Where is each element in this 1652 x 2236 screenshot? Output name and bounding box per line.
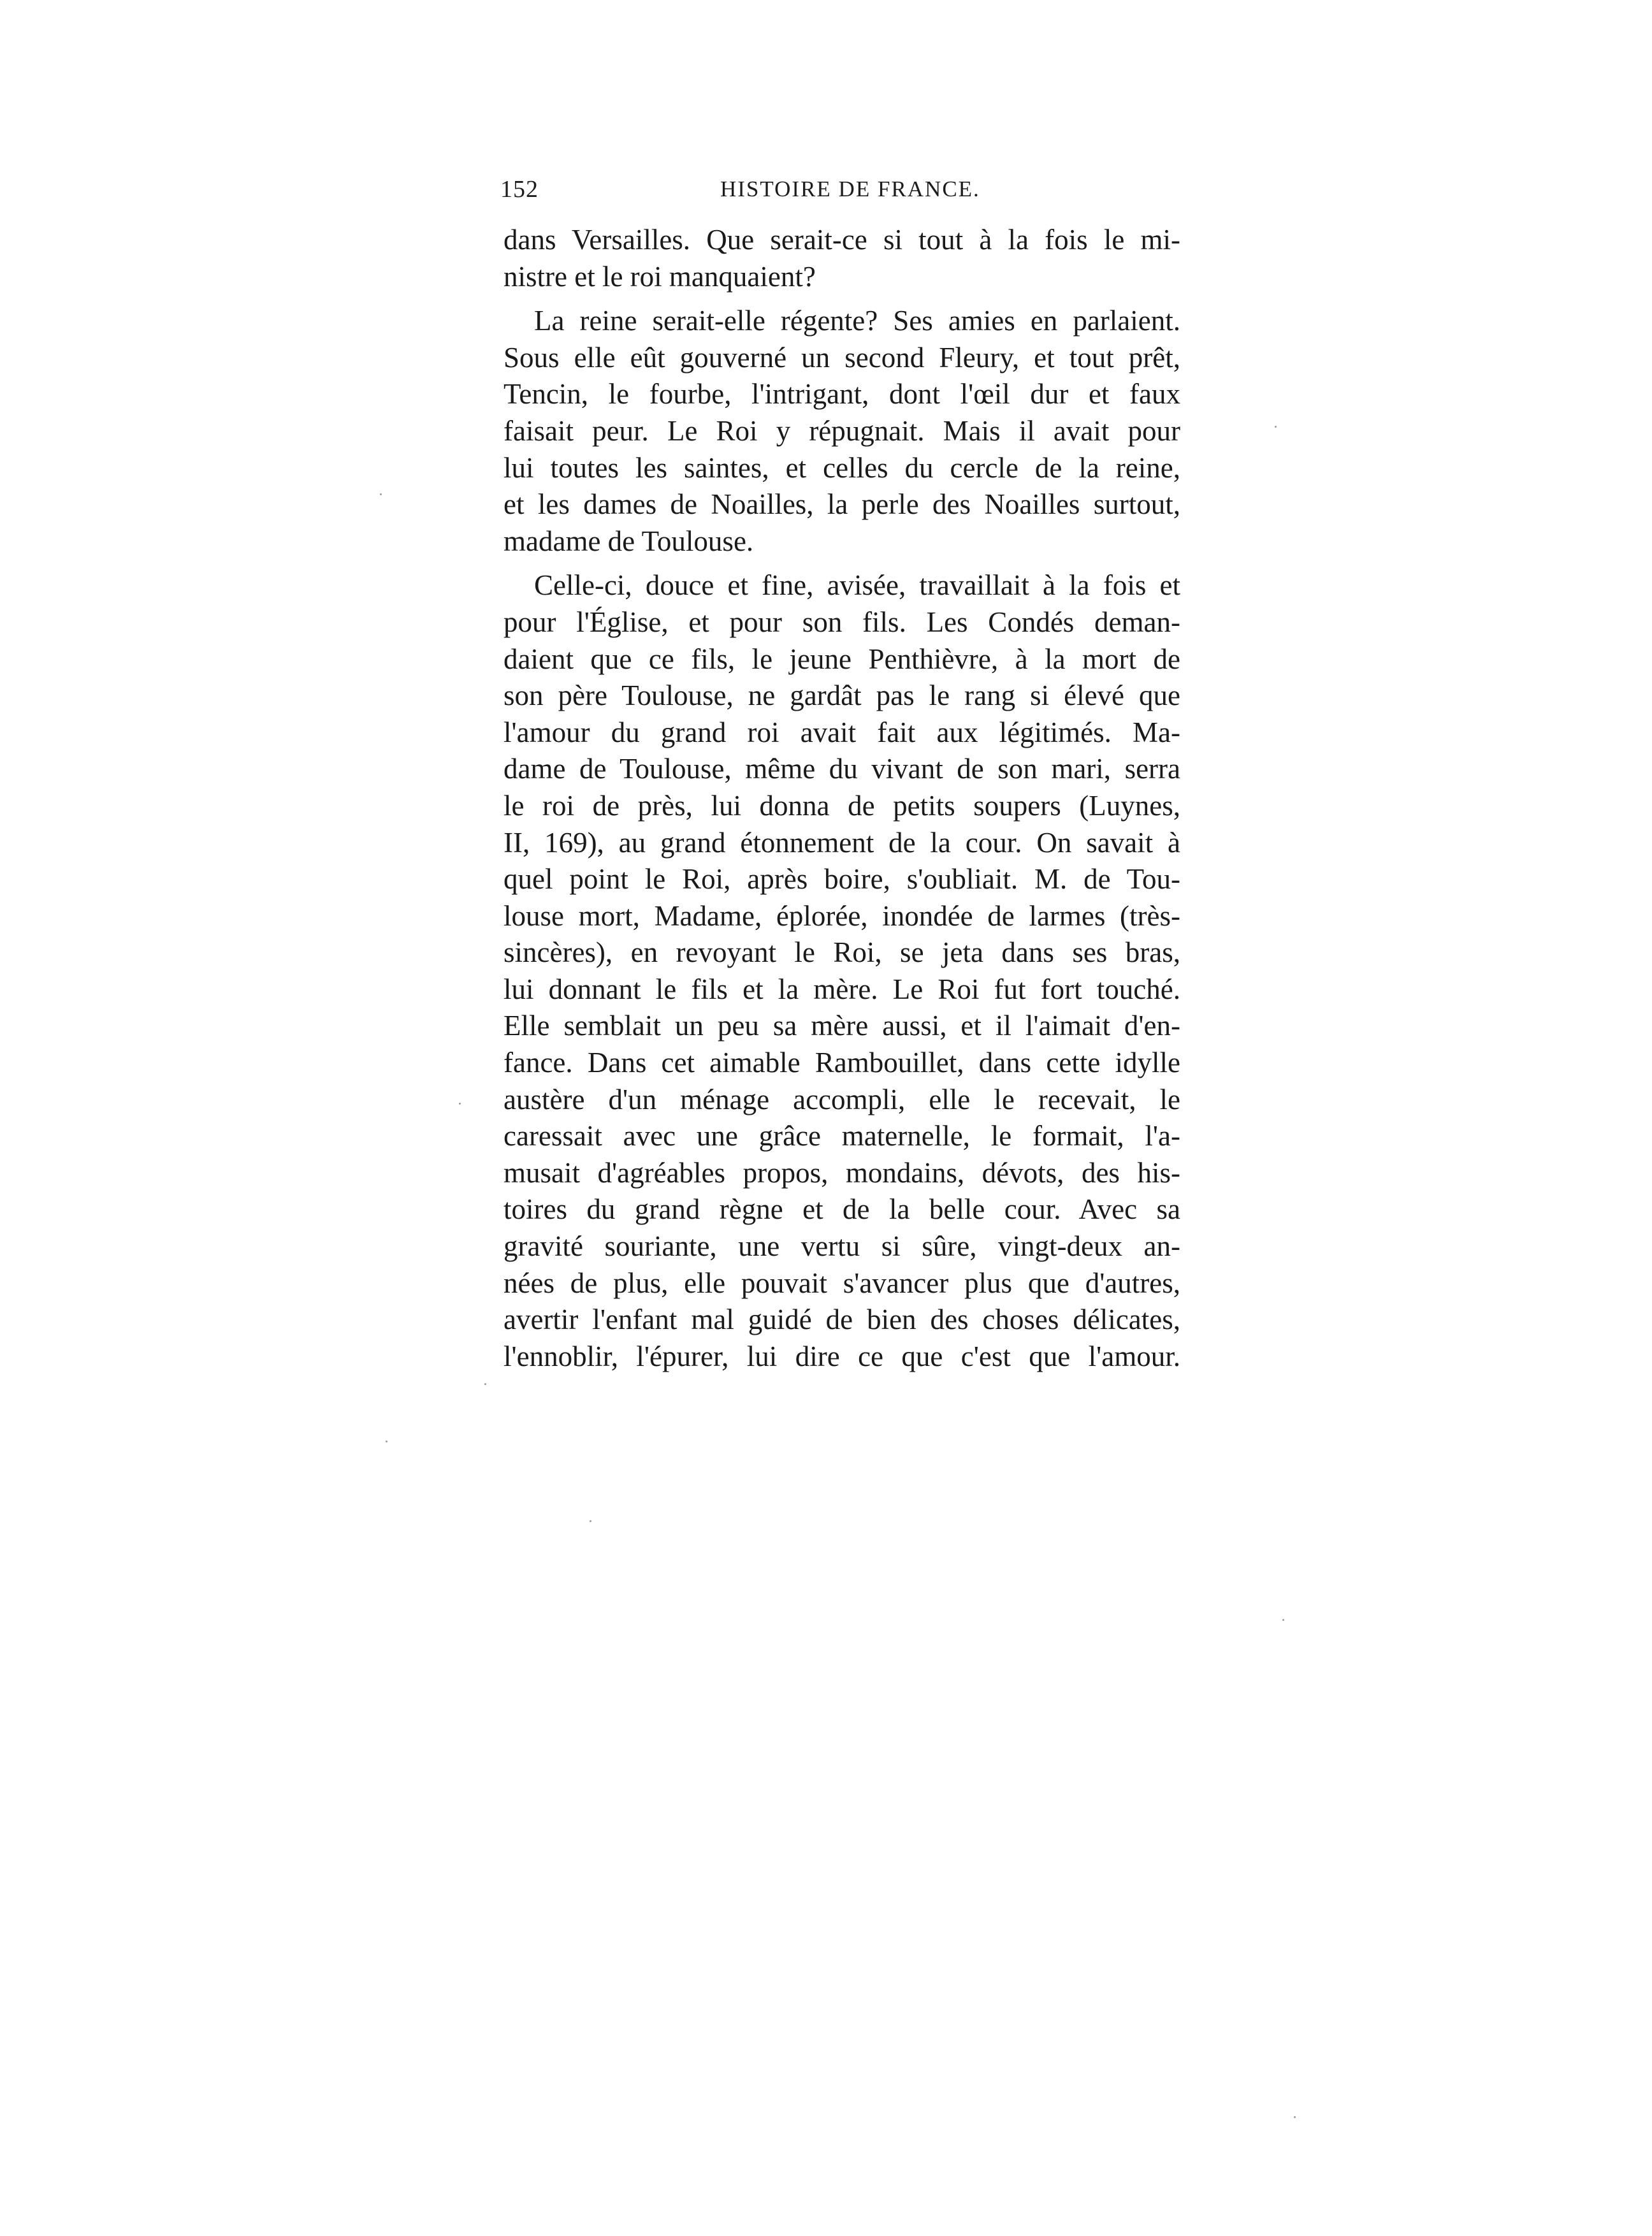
text-line: l'ennoblir, l'épurer, lui dire ce que c'est que l'amour.	[504, 1340, 1180, 1372]
text-line: et les dames de Noailles, la perle des Noailles surtout,	[504, 488, 1180, 521]
scan-speck	[386, 1441, 388, 1442]
text-line: son père Toulouse, ne gardât pas le rang si élevé que	[504, 679, 1180, 712]
scan-speck	[1275, 426, 1277, 428]
text-line: La reine serait-elle régente? Ses amies en parlaient.	[534, 305, 1180, 337]
text-line: quel point le Roi, après boire, s'oubliait. M. de Tou-	[504, 863, 1180, 896]
text-line: faisait peur. Le Roi y répugnait. Mais il avait pour	[504, 414, 1180, 447]
scan-speck	[590, 1520, 591, 1522]
page-number: 152	[500, 176, 539, 203]
body-text	[504, 222, 1180, 1375]
text-line: dame de Toulouse, même du vivant de son mari, serra	[504, 753, 1180, 785]
scan-speck	[380, 493, 382, 495]
page-header	[500, 175, 1179, 214]
scan-speck	[459, 1103, 461, 1105]
text-line: le roi de près, lui donna de petits soupers (Luynes,	[504, 789, 1180, 822]
scan-speck	[484, 1383, 486, 1385]
text-line: lui toutes les saintes, et celles du cercle de la reine,	[504, 451, 1180, 484]
text-line: II, 169), au grand étonnement de la cour. On savait à	[504, 826, 1180, 859]
text-line: toires du grand règne et de la belle cour. Avec sa	[504, 1193, 1180, 1226]
scan-speck	[1282, 1619, 1284, 1621]
text-line: louse mort, Madame, éplorée, inondée de larmes (très-	[504, 899, 1180, 932]
text-line: sincères), en revoyant le Roi, se jeta dans ses bras,	[504, 936, 1180, 969]
text-line: Celle-ci, douce et fine, avisée, travaillait à la fois et	[534, 569, 1180, 602]
text-line: nistre et le roi manquaient?	[504, 260, 816, 293]
text-line: daient que ce fils, le jeune Penthièvre, à la mort de	[504, 642, 1180, 675]
text-line: pour l'Église, et pour son fils. Les Condés deman-	[504, 606, 1180, 638]
text-line: l'amour du grand roi avait fait aux légitimés. Ma-	[504, 716, 1180, 748]
text-line: Elle semblait un peu sa mère aussi, et il l'aimait d'en-	[504, 1010, 1180, 1042]
text-line: madame de Toulouse.	[504, 525, 754, 557]
text-line: gravité souriante, une vertu si sûre, vingt-deux an-	[504, 1230, 1180, 1263]
text-line: avertir l'enfant mal guidé de bien des choses délicates,	[504, 1303, 1180, 1336]
text-line: Tencin, le fourbe, l'intrigant, dont l'œil dur et faux	[504, 378, 1180, 410]
text-line: dans Versailles. Que serait-ce si tout à la fois le mi-	[504, 224, 1180, 256]
text-line: fance. Dans cet aimable Rambouillet, dans cette idylle	[504, 1047, 1180, 1079]
scan-speck	[1294, 2116, 1296, 2118]
text-line: nées de plus, elle pouvait s'avancer plus que d'autres,	[504, 1267, 1180, 1299]
text-line: caressait avec une grâce maternelle, le formait, l'a-	[504, 1120, 1180, 1152]
paragraph-gap	[504, 295, 1180, 303]
text-line: musait d'agréables propos, mondains, dévots, des his-	[504, 1156, 1180, 1189]
text-line: austère d'un ménage accompli, elle le recevait, le	[504, 1083, 1180, 1115]
text-line: lui donnant le fils et la mère. Le Roi fut fort touché.	[504, 973, 1180, 1005]
text-line: Sous elle eût gouverné un second Fleury, et tout prêt,	[504, 341, 1180, 374]
paragraph-gap	[504, 560, 1180, 567]
running-head: HISTOIRE DE FRANCE.	[720, 177, 980, 201]
